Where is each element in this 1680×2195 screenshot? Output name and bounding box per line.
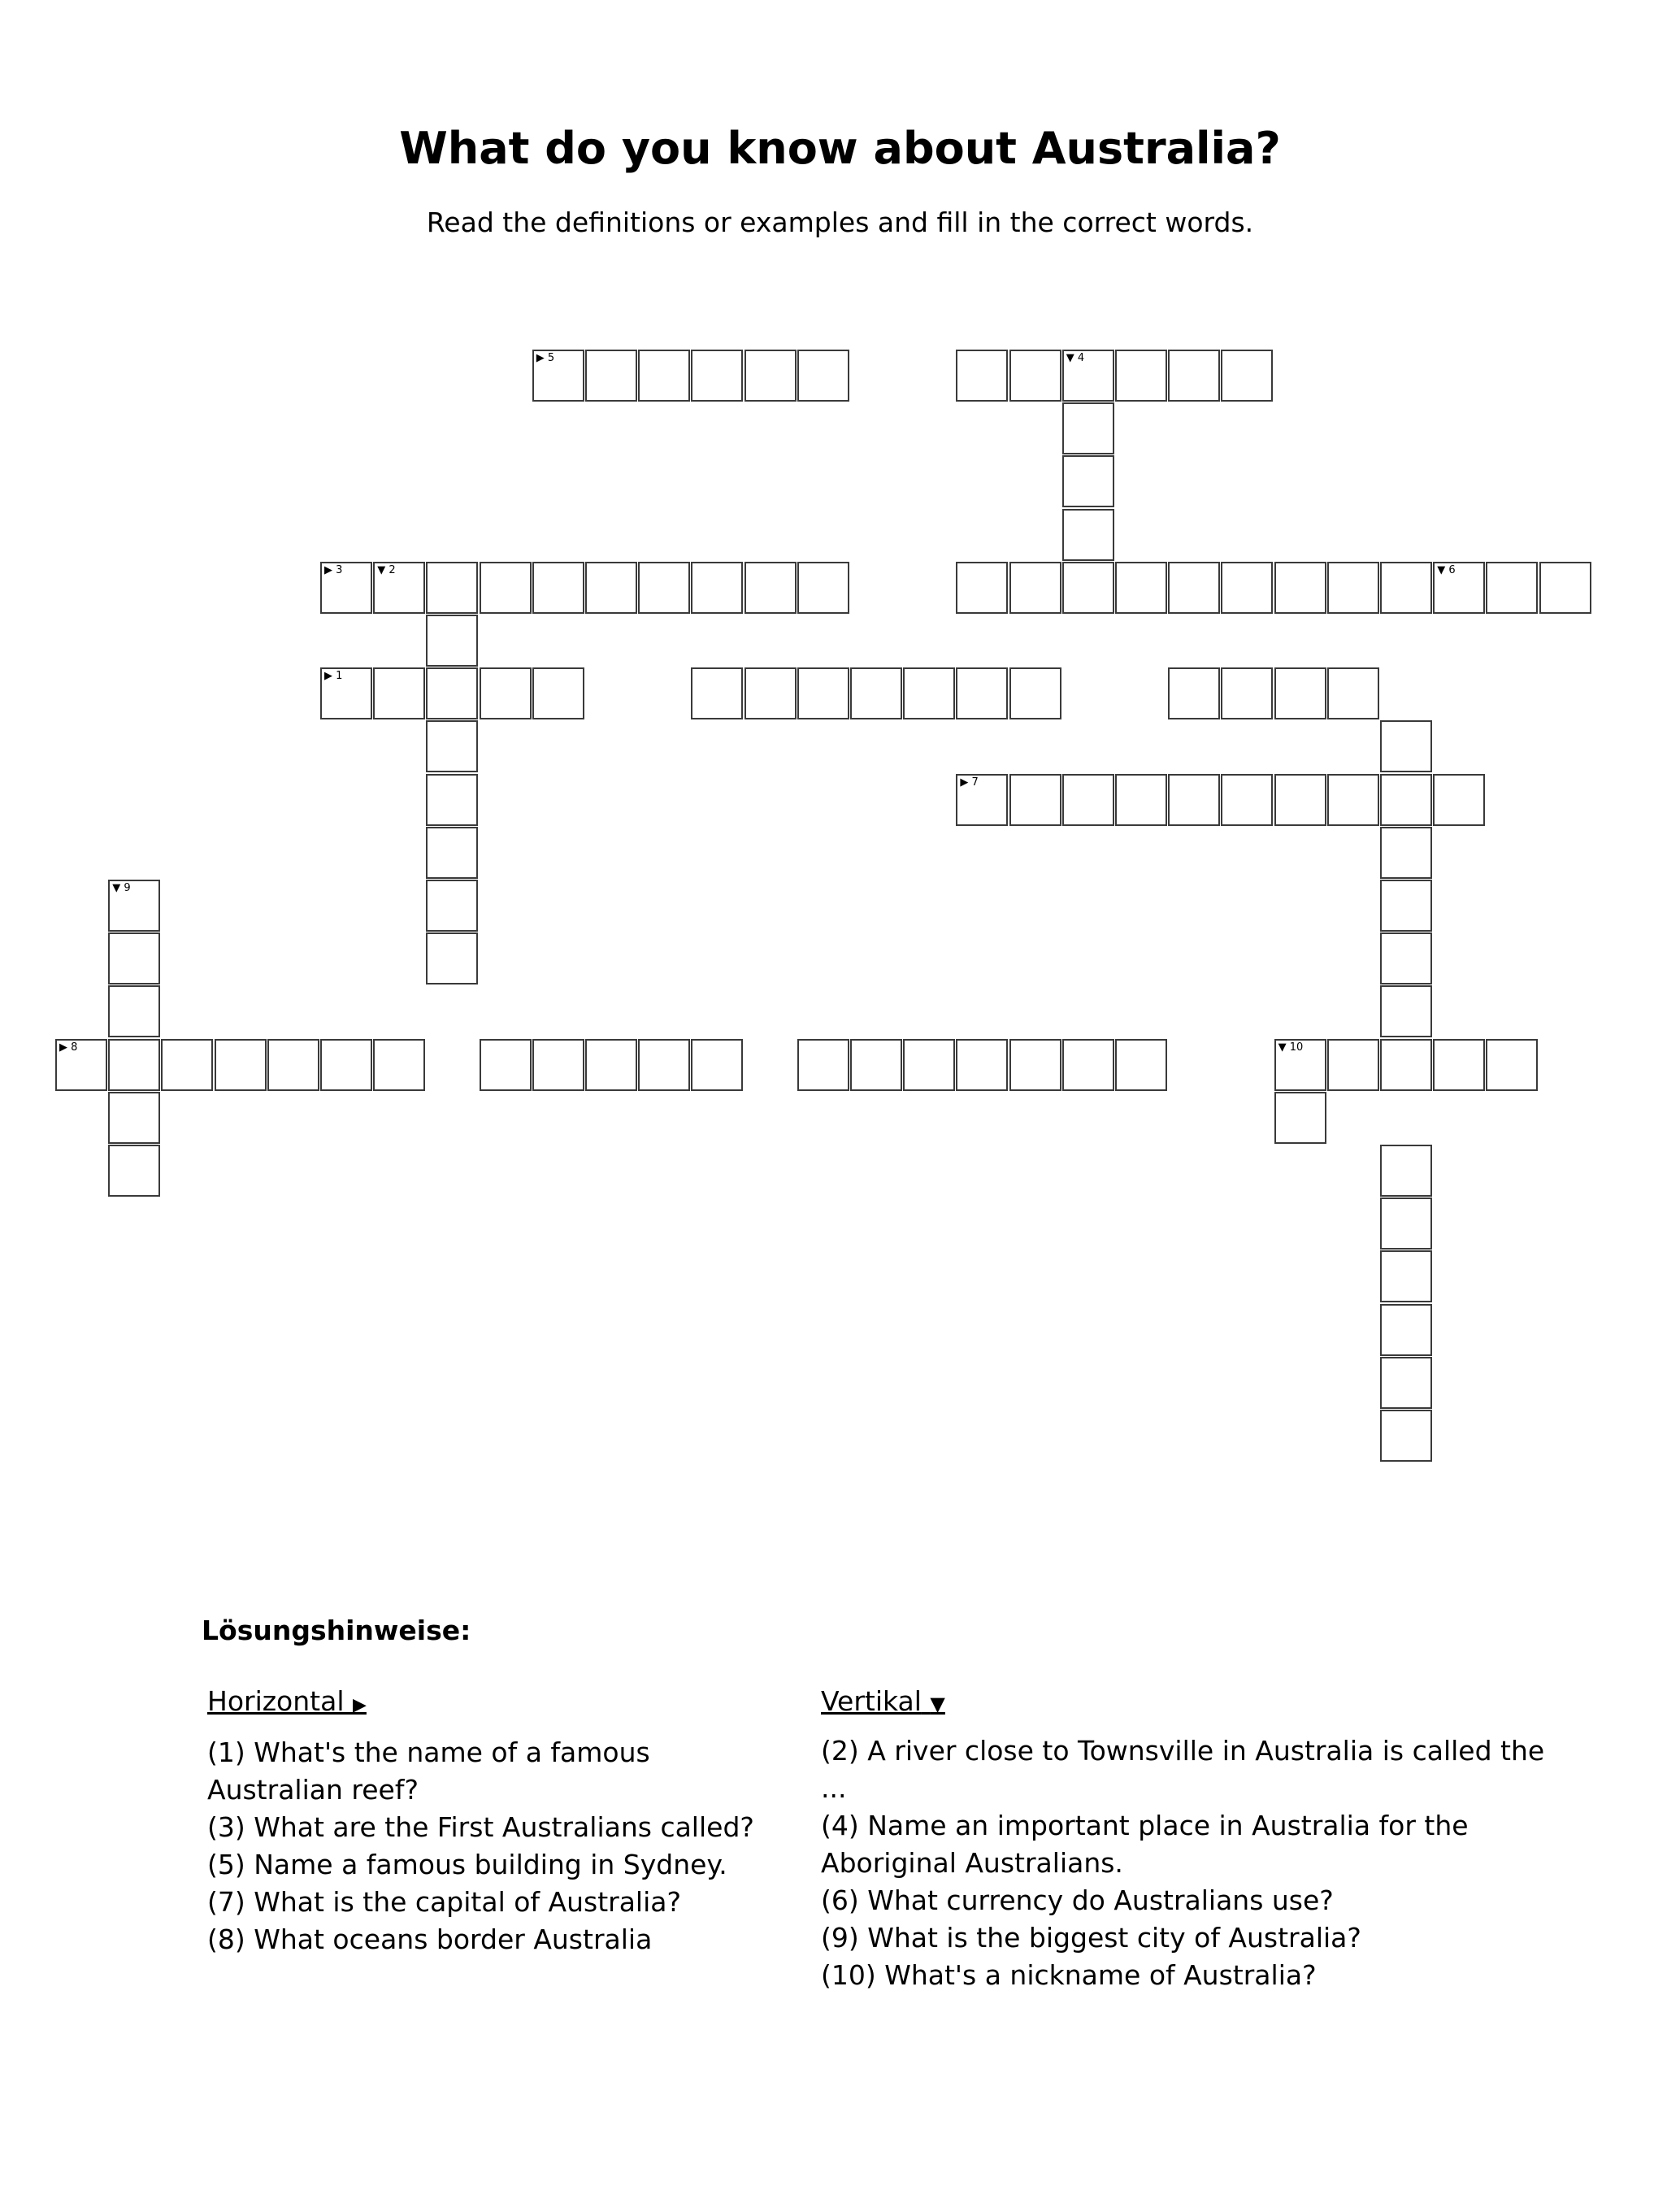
crossword-cell[interactable]	[1274, 1039, 1326, 1091]
crossword-cell[interactable]	[426, 774, 478, 826]
vertical-clues	[821, 1683, 1552, 1994]
crossword-cell[interactable]	[1062, 562, 1114, 614]
across-arrow-icon: ▶	[353, 1695, 367, 1715]
crossword-cell[interactable]	[1115, 562, 1167, 614]
crossword-cell[interactable]	[1486, 562, 1538, 614]
crossword-cell[interactable]	[1380, 1145, 1432, 1197]
crossword-cell[interactable]	[1433, 562, 1485, 614]
crossword-cell[interactable]	[108, 985, 160, 1037]
crossword-cell[interactable]	[1115, 350, 1167, 402]
crossword-cell[interactable]	[585, 1039, 637, 1091]
crossword-cell[interactable]	[1062, 774, 1114, 826]
clue-6: (6) What currency do Australians use?	[821, 1884, 1334, 1916]
hints-heading: Lösungshinweise:	[202, 1615, 471, 1646]
crossword-cell[interactable]	[1221, 774, 1273, 826]
crossword-cell[interactable]	[532, 1039, 584, 1091]
down-arrow-icon: ▼	[930, 1693, 945, 1715]
crossword-cell[interactable]	[426, 932, 478, 984]
crossword-cell[interactable]	[638, 350, 690, 402]
crossword-cell[interactable]	[1327, 1039, 1379, 1091]
crossword-cell[interactable]	[320, 1039, 372, 1091]
crossword-cell[interactable]	[691, 667, 743, 719]
crossword-cell[interactable]	[956, 562, 1008, 614]
crossword-cell[interactable]	[532, 562, 584, 614]
vertical-header	[821, 1683, 945, 1723]
crossword-cell[interactable]	[1168, 774, 1220, 826]
crossword-cell[interactable]	[797, 350, 849, 402]
crossword-cell[interactable]	[1380, 880, 1432, 932]
crossword-cell[interactable]	[956, 667, 1008, 719]
crossword-cell[interactable]	[1062, 402, 1114, 454]
crossword-cell[interactable]	[1168, 667, 1220, 719]
crossword-cell[interactable]	[1380, 1197, 1432, 1250]
crossword-cell[interactable]	[744, 562, 797, 614]
crossword-cell[interactable]	[108, 1092, 160, 1144]
crossword-cell[interactable]	[1115, 1039, 1167, 1091]
crossword-cell[interactable]	[373, 1039, 425, 1091]
crossword-cell[interactable]	[1380, 562, 1432, 614]
crossword-cell[interactable]	[1380, 774, 1432, 826]
crossword-cell[interactable]	[373, 562, 425, 614]
crossword-cell[interactable]	[797, 1039, 849, 1091]
vertical-label: Vertikal	[821, 1685, 922, 1717]
crossword-cell[interactable]	[744, 667, 797, 719]
crossword-cell[interactable]	[850, 1039, 902, 1091]
crossword-cell[interactable]	[691, 1039, 743, 1091]
crossword-cell[interactable]	[1168, 562, 1220, 614]
crossword-cell[interactable]	[1062, 509, 1114, 561]
crossword-cell[interactable]	[1062, 1039, 1114, 1091]
crossword-cell[interactable]	[1433, 1039, 1485, 1091]
crossword-cell[interactable]	[1380, 1304, 1432, 1356]
crossword-cell[interactable]	[850, 667, 902, 719]
crossword-cell[interactable]	[532, 350, 584, 402]
clue-number-10: ▼ 10	[1278, 1041, 1304, 1054]
crossword-cell[interactable]	[161, 1039, 213, 1091]
clue-number-7: ▶ 7	[960, 776, 979, 789]
crossword-cell[interactable]	[585, 350, 637, 402]
clue-2: (2) A river close to Townsville in Australia is called the ...	[821, 1735, 1545, 1804]
clue-3: (3) What are the First Australians called?	[207, 1811, 754, 1843]
horizontal-label: Horizontal	[207, 1685, 345, 1717]
crossword-cell[interactable]	[1380, 1039, 1432, 1091]
crossword-cell[interactable]	[1327, 774, 1379, 826]
crossword-cell[interactable]	[1009, 562, 1061, 614]
crossword-cell[interactable]	[1274, 774, 1326, 826]
clue-number-3: ▶ 3	[324, 563, 343, 576]
crossword-cell[interactable]	[903, 1039, 955, 1091]
crossword-cell[interactable]	[480, 1039, 532, 1091]
crossword-cell[interactable]	[797, 667, 849, 719]
crossword-cell[interactable]	[426, 880, 478, 932]
crossword-cell[interactable]	[426, 615, 478, 667]
horizontal-clues	[207, 1683, 792, 1958]
crossword-cell[interactable]	[1327, 667, 1379, 719]
clue-8: (8) What oceans border Australia	[207, 1923, 653, 1955]
crossword-cell[interactable]	[691, 562, 743, 614]
clue-number-2: ▼ 2	[377, 563, 396, 576]
crossword-cell[interactable]	[1009, 774, 1061, 826]
crossword-cell[interactable]	[1274, 1092, 1326, 1144]
crossword-cell[interactable]	[1380, 1410, 1432, 1462]
crossword-cell[interactable]	[1062, 455, 1114, 507]
crossword-cell[interactable]	[1380, 720, 1432, 772]
crossword-cell[interactable]	[320, 667, 372, 719]
crossword-cell[interactable]	[1380, 1357, 1432, 1409]
clue-number-8: ▶ 8	[59, 1041, 78, 1054]
crossword-cell[interactable]	[691, 350, 743, 402]
crossword-cell[interactable]	[108, 1039, 160, 1091]
crossword-cell[interactable]	[744, 350, 797, 402]
crossword-cell[interactable]	[108, 1145, 160, 1197]
horizontal-header	[207, 1683, 367, 1724]
crossword-cell[interactable]	[638, 562, 690, 614]
crossword-cell[interactable]	[1009, 667, 1061, 719]
crossword-cell[interactable]	[903, 667, 955, 719]
crossword-cell[interactable]	[1539, 562, 1591, 614]
crossword-cell[interactable]	[1221, 667, 1273, 719]
crossword-cell[interactable]	[55, 1039, 107, 1091]
clue-10: (10) What's a nickname of Australia?	[821, 1959, 1317, 1991]
crossword-cell[interactable]	[1274, 667, 1326, 719]
crossword-cell[interactable]	[1380, 985, 1432, 1037]
crossword-cell[interactable]	[797, 562, 849, 614]
crossword-cell[interactable]	[1009, 350, 1061, 402]
crossword-cell[interactable]	[956, 350, 1008, 402]
clue-number-5: ▶ 5	[536, 352, 555, 364]
crossword-cell[interactable]	[956, 1039, 1008, 1091]
crossword-cell[interactable]	[108, 880, 160, 932]
crossword-cell[interactable]	[585, 562, 637, 614]
clue-1: (1) What's the name of a famous Australian reef?	[207, 1736, 650, 1806]
crossword-cell[interactable]	[1380, 1250, 1432, 1302]
crossword-cell[interactable]	[1380, 932, 1432, 984]
clue-7: (7) What is the capital of Australia?	[207, 1886, 682, 1918]
crossword-cell[interactable]	[1433, 774, 1485, 826]
crossword-cell[interactable]	[267, 1039, 319, 1091]
crossword-cell[interactable]	[426, 827, 478, 879]
clue-number-4: ▼ 4	[1066, 352, 1085, 364]
crossword-cell[interactable]	[480, 562, 532, 614]
clue-5: (5) Name a famous building in Sydney.	[207, 1849, 727, 1880]
crossword-cell[interactable]	[1486, 1039, 1538, 1091]
clue-4: (4) Name an important place in Australia for the Aboriginal Australians.	[821, 1810, 1469, 1879]
crossword-cell[interactable]	[108, 932, 160, 984]
crossword-cell[interactable]	[532, 667, 584, 719]
clue-9: (9) What is the biggest city of Australia?	[821, 1922, 1361, 1954]
clue-number-6: ▼ 6	[1437, 563, 1456, 576]
crossword-cell[interactable]	[956, 774, 1008, 826]
crossword-cell[interactable]	[215, 1039, 267, 1091]
page-title: What do you know about Australia?	[399, 123, 1281, 174]
clue-number-1: ▶ 1	[324, 670, 343, 683]
crossword-cell[interactable]	[426, 667, 478, 719]
crossword-cell[interactable]	[1327, 562, 1379, 614]
crossword-cell[interactable]	[1009, 1039, 1061, 1091]
crossword-cell[interactable]	[320, 562, 372, 614]
crossword-cell[interactable]	[1221, 350, 1273, 402]
crossword-cell[interactable]	[638, 1039, 690, 1091]
crossword-cell[interactable]	[426, 562, 478, 614]
crossword-cell[interactable]	[1062, 350, 1114, 402]
crossword-cell[interactable]	[1115, 774, 1167, 826]
crossword-cell[interactable]	[1380, 827, 1432, 879]
crossword-cell[interactable]	[1274, 562, 1326, 614]
clue-number-9: ▼ 9	[112, 882, 131, 894]
crossword-cell[interactable]	[1168, 350, 1220, 402]
instructions: Read the definitions or examples and fill in the correct words.	[426, 206, 1254, 238]
crossword-cell[interactable]	[480, 667, 532, 719]
crossword-cell[interactable]	[373, 667, 425, 719]
crossword-cell[interactable]	[426, 720, 478, 772]
crossword-cell[interactable]	[1221, 562, 1273, 614]
